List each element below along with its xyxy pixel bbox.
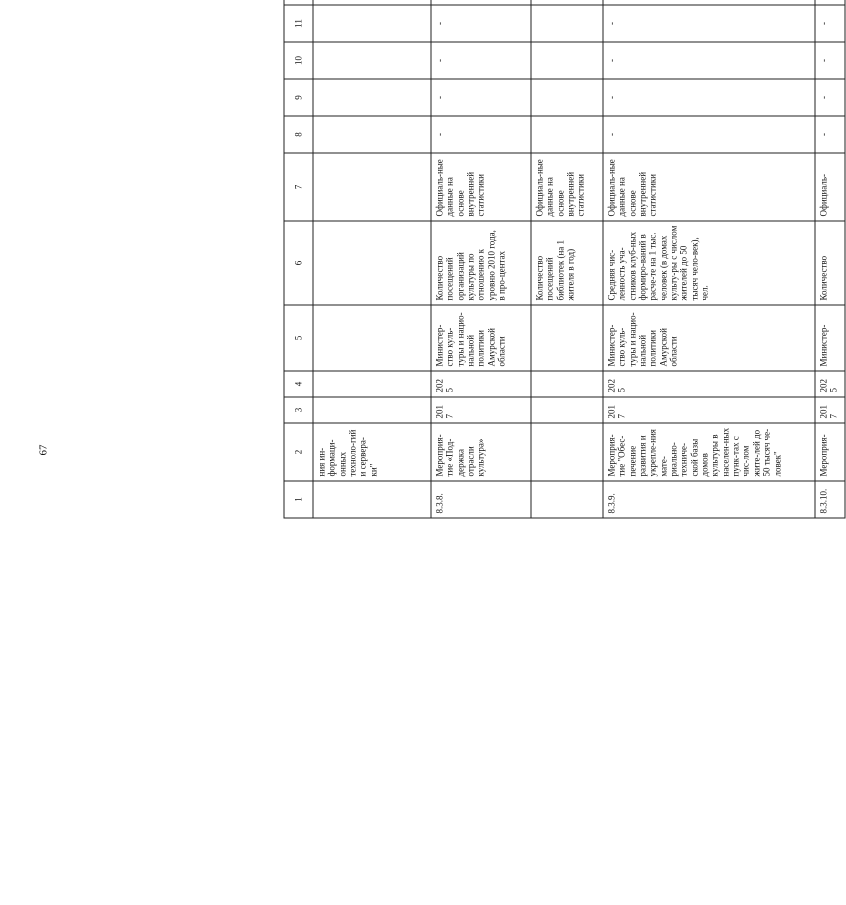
value-cell: - [603, 79, 815, 116]
event-name-cell: ния ин-формаци-онных техноло-гий и сервера-ки" [313, 423, 431, 481]
value-cell [531, 42, 603, 79]
page-number [37, 440, 56, 464]
end-year-cell: 2025 [603, 371, 815, 397]
data-source-cell: Официаль- [815, 153, 845, 221]
start-year-cell [313, 397, 431, 423]
header-cell: 2 [284, 423, 313, 481]
row-number-cell [531, 481, 603, 518]
table-row [815, 0, 845, 518]
event-name-cell: Мероприя-тие "Обес-печение развития и укрепле-ния мате-риально-техниче-ской базы домов культуры в населен-ных пунк-тах с чис-лом жите-лей до 50 тысяч че-ловек" [603, 423, 815, 481]
executor-cell: Министер- [815, 305, 845, 371]
value-cell: - [815, 79, 845, 116]
header-cell: 10 [284, 42, 313, 79]
table-row [431, 0, 531, 518]
header-cell: 8 [284, 116, 313, 153]
value-cell [313, 79, 431, 116]
end-year-cell: 2025 [815, 371, 845, 397]
executor-cell: Министер-ство куль-туры и нацио-нальной политики Амурской области [431, 305, 531, 371]
value-cell [313, 5, 431, 42]
value-cell [313, 116, 431, 153]
header-cell: 4 [284, 371, 313, 397]
rotated-sheet [284, 0, 839, 519]
value-cell: - [431, 42, 531, 79]
row-number-cell [313, 481, 431, 518]
start-year-cell [531, 397, 603, 423]
value-cell [313, 42, 431, 79]
executor-cell [313, 305, 431, 371]
indicator-cell: Средняя чис-ленность уча-стников клуб-ных формиро-ваний в расче-те на 1 тыс. человек (в домах культу-ры с числом жителей до 50 тысяч чело-век), чел. [603, 221, 815, 305]
header-cell: 9 [284, 79, 313, 116]
indicator-table [284, 0, 846, 519]
header-row [284, 0, 313, 518]
executor-cell [531, 305, 603, 371]
data-source-cell: Официаль-ные данные на основе внутренней статистики [603, 153, 815, 221]
header-cell: 1 [284, 481, 313, 518]
start-year-cell: 2017 [815, 397, 845, 423]
indicator-cell: Количество [815, 221, 845, 305]
value-cell [531, 116, 603, 153]
data-source-cell: Официаль-ные данные на основе внутренней статистики [431, 153, 531, 221]
value-cell [531, 5, 603, 42]
executor-cell: Министер-ство куль-туры и нацио-нальной политики Амурской области [603, 305, 815, 371]
start-year-cell: 2017 [431, 397, 531, 423]
header-cell: 11 [284, 5, 313, 42]
row-number-cell: 8.3.10. [815, 481, 845, 518]
end-year-cell: 2025 [431, 371, 531, 397]
value-cell [531, 79, 603, 116]
page-number-text: 67 [37, 444, 50, 456]
row-number-cell: 8.3.8. [431, 481, 531, 518]
data-source-cell [313, 153, 431, 221]
end-year-cell [313, 371, 431, 397]
event-name-cell: Мероприя- [815, 423, 845, 481]
value-cell: - [603, 5, 815, 42]
header-cell: 7 [284, 153, 313, 221]
value-cell: - [603, 116, 815, 153]
value-cell [603, 0, 815, 5]
table-row [603, 0, 815, 518]
indicator-cell: Количество посещений библиотек (на 1 жителя в год) [531, 221, 603, 305]
header-cell: 5 [284, 305, 313, 371]
value-cell [313, 0, 431, 5]
value-cell: - [431, 79, 531, 116]
value-cell: - [815, 116, 845, 153]
header-cell [284, 0, 313, 5]
value-cell: - [603, 42, 815, 79]
table-row [531, 0, 603, 518]
value-cell: - [431, 116, 531, 153]
data-source-cell: Официаль-ные данные на основе внутренней статистики [531, 153, 603, 221]
end-year-cell [531, 371, 603, 397]
value-cell [815, 0, 845, 5]
header-cell: 6 [284, 221, 313, 305]
table-row [313, 0, 431, 518]
value-cell [531, 0, 603, 5]
event-name-cell [531, 423, 603, 481]
start-year-cell: 2017 [603, 397, 815, 423]
row-number-cell: 8.3.9. [603, 481, 815, 518]
value-cell: - [815, 5, 845, 42]
value-cell [431, 0, 531, 5]
indicator-cell: Количество посещений организаций культуры по отношению к уровню 2010 года, в про-центах [431, 221, 531, 305]
indicator-cell [313, 221, 431, 305]
value-cell: - [815, 42, 845, 79]
event-name-cell: Мероприя-тие «Под-держка отрасли культура» [431, 423, 531, 481]
value-cell: - [431, 5, 531, 42]
header-cell: 3 [284, 397, 313, 423]
